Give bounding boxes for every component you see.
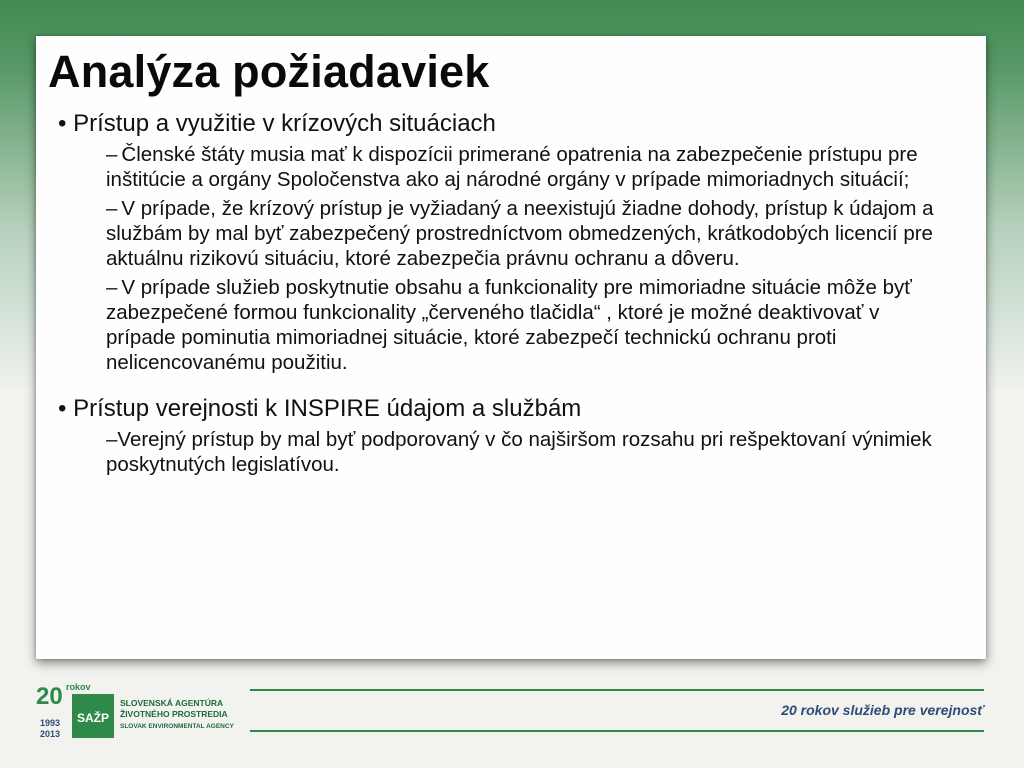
footer <box>0 672 1024 768</box>
footer-rule-top <box>250 689 984 691</box>
slide-title: Analýza požiadaviek <box>48 46 490 97</box>
sub-bullet-text: V prípade služieb poskytnutie obsahu a funkcionality pre mimoriadne situácie môže byť zabezpečené formou funkcionality „červeného tlačidla“ , ktoré je možné deaktivovať v prípade pominutia mimoriadnej situácie, ktoré zabezpečí technickú ochranu proti nelicencovanému použitiu. <box>106 276 912 374</box>
sub-bullet <box>106 275 948 375</box>
bullet-public-access: • Prístup verejnosti k INSPIRE údajom a službám <box>58 395 582 422</box>
sub-bullet-text: Verejný prístup by mal byť podporovaný v čo najširšom rozsahu pri rešpektovaní výnimiek poskytnutých legislatívou. <box>106 428 932 476</box>
logo-year-start: 1993 <box>40 718 61 728</box>
agency-logo <box>36 680 266 740</box>
logo-anniversary-number: 20 <box>36 683 63 710</box>
spacer <box>58 375 948 395</box>
slide-card <box>36 36 986 659</box>
dash-marker: – <box>106 276 118 299</box>
sub-bullet-text: V prípade, že krízový prístup je vyžiadaný a neexistujú žiadne dohody, prístup k údajom a službám by mal byť zabezpečený prostredníctvom obmedzených, krátkodobých licencií pre aktuálnu rizikovú situáciu, ktoré zabezpečia právnu ochranu a dôveru. <box>106 197 934 270</box>
logo-mark-text: SAŽP <box>76 711 110 725</box>
footer-tagline: 20 rokov služieb pre verejnosť <box>781 702 984 718</box>
logo-year-end: 2013 <box>40 729 61 739</box>
sub-bullet <box>106 142 948 192</box>
logo-rokov-text: rokov <box>66 682 91 692</box>
slide-content <box>58 110 948 477</box>
sub-bullet <box>106 196 948 271</box>
agency-name-line3: SLOVAK ENVIRONMENTAL AGENCY <box>120 723 234 730</box>
sub-bullet <box>106 427 948 477</box>
dash-marker: – <box>106 428 118 451</box>
agency-name-line2: ŽIVOTNÉHO PROSTREDIA <box>120 709 228 719</box>
dash-marker: – <box>106 197 118 220</box>
agency-name-line1: SLOVENSKÁ AGENTÚRA <box>120 698 224 708</box>
footer-rule-bottom <box>250 730 984 732</box>
dash-marker: – <box>106 143 118 166</box>
bullet-crisis-access: • Prístup a využitie v krízových situáciach <box>58 110 496 137</box>
sub-bullet-text: Členské štáty musia mať k dispozícii primerané opatrenia na zabezpečenie prístupu pre inštitúcie a orgány Spoločenstva ako aj národné orgány v prípade mimoriadnych situácií; <box>106 143 918 191</box>
